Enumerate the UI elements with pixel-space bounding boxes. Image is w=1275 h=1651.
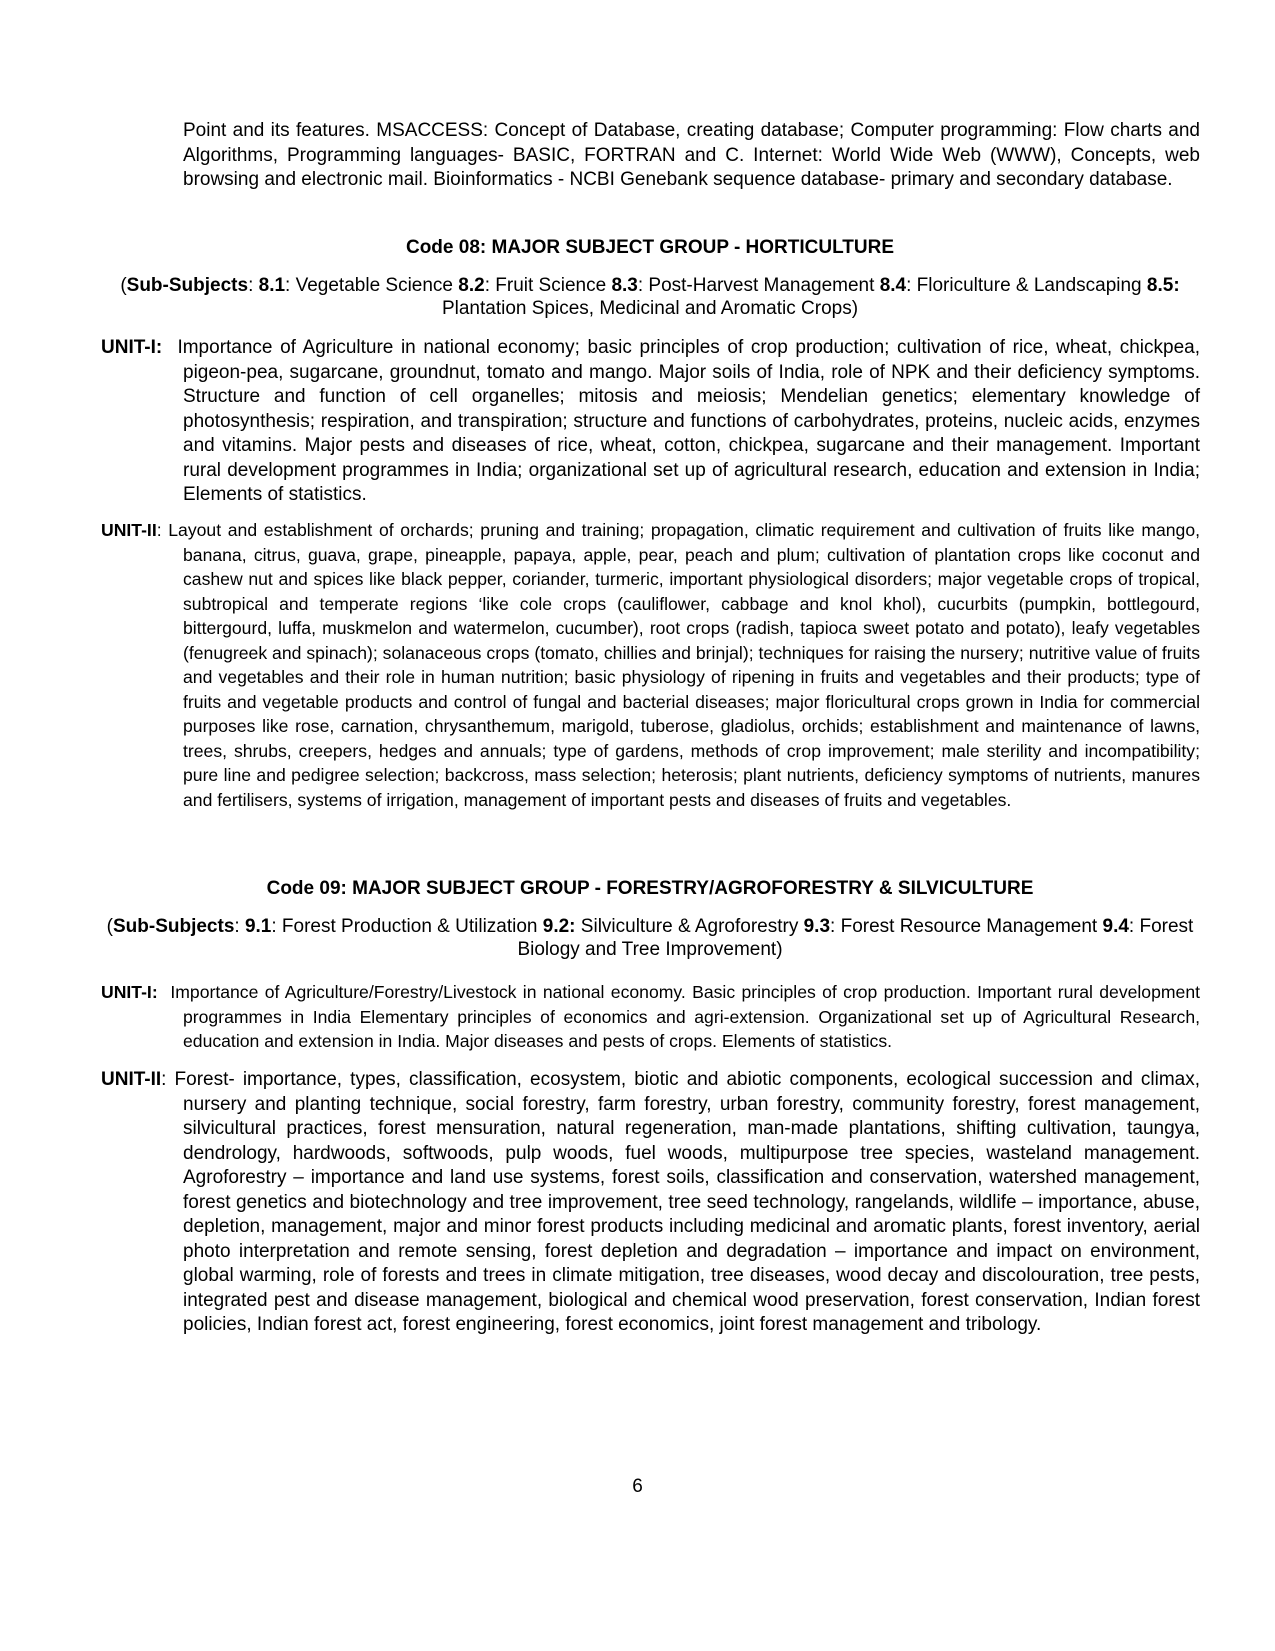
sub-code: 8.4 (879, 275, 907, 296)
sub-code: 9.4 (1102, 916, 1129, 937)
code09-heading: Code 09: MAJOR SUBJECT GROUP - FORESTRY/AGROFORESTRY & SILVICULTURE (266, 878, 1034, 899)
sub-text: : Fruit Science (484, 275, 612, 296)
sub-open: ( (106, 916, 113, 937)
unit-text: : Layout and establishment of orchards; pruning and training; propagation, climatic requirement and cultivation of fruits like mango, banana, citrus, guava, grape, pineapple, papaya, apple, pear, peach and plum; cultivation of plantation crops like coconut and cashew nut and spices like black pepper, coriander, turmeric, important physiological disorders; major vegetable crops of tropical, subtropical and temperate regions ‘like cole crops (cauliflower, cabbage and knol khol), cucurbits (pumpkin, bottlegourd, bittergourd, luffa, muskmelon and watermelon, cucumber), root crops (radish, tapioca sweet potato and potato), leafy vegetables (fenugreek and spinach); solanaceous crops (tomato, chillies and brinjal); techniques for raising the nursery; nutritive value of fruits and vegetables and their role in human nutrition; basic physiology of ripening in fruits and vegetables and their products; type of fruits and vegetable products and control of fungal and bacterial diseases; major floricultural crops grown in India for commercial purposes like rose, carnation, chrysanthemum, marigold, tuberose, gladiolus, orchids; establishment and maintenance of lawns, trees, shrubs, creepers, hedges and annuals; type of gardens, methods of crop improvement; male sterility and incompatibility; pure line and pedigree selection; backcross, mass selection; heterosis; plant nutrients, deficiency symptoms of nutrients, manures and fertilisers, systems of irrigation, management of important pests and diseases of fruits and vegetables. (156, 520, 1200, 810)
code08-unit2 (101, 518, 1200, 812)
sub-text: : Post-Harvest Management (637, 275, 880, 296)
code08-unit1 (101, 336, 1200, 508)
sub-text: : Forest Resource Management (830, 916, 1103, 937)
sub-sep: : (234, 916, 245, 937)
sub-code: 9.2: (542, 916, 576, 937)
code08-heading: Code 08: MAJOR SUBJECT GROUP - HORTICULTURE (405, 237, 895, 258)
code09-unit1 (101, 980, 1200, 1054)
sub-code: 9.3 (803, 916, 831, 937)
unit-label: UNIT-I: (101, 982, 158, 1002)
sub-text: Plantation Spices, Medicinal and Aromatic Crops) (441, 298, 859, 319)
code09-sub-subjects (100, 915, 1200, 961)
intro-paragraph: Point and its features. MSACCESS: Concept of Database, creating database; Computer programming: Flow charts and Algorithms, Programming languages- BASIC, FORTRAN and C. Internet: World Wide Web (WWW), Concepts, web browsing and electronic mail. Bioinformatics - NCBI Genebank sequence database- primary and secondary database. (183, 120, 1200, 190)
sub-sep: : (248, 275, 259, 296)
sub-open: ( (120, 275, 127, 296)
sub-text: : Floriculture & Landscaping (906, 275, 1147, 296)
sub-text: : Forest Biology and Tree Improvement) (517, 916, 1194, 960)
unit-text: : Forest- importance, types, classification, ecosystem, biotic and abiotic components, ecological succession and climax, nursery and planting technique, social forestry, farm forestry, urban forestry, community forestry, forest management, silvicultural practices, forest mensuration, natural regeneration, man-made plantations, shifting cultivation, taungya, dendrology, hardwoods, softwoods, pulp woods, fuel woods, multipurpose tree species, wasteland management. Agroforestry – importance and land use systems, forest soils, classification and conservation, watershed management, forest genetics and biotechnology and tree improvement, tree seed technology, rangelands, wildlife – importance, abuse, depletion, management, major and minor forest products including medicinal and aromatic plants, forest inventory, aerial photo interpretation and remote sensing, forest depletion and degradation – importance and impact on environment, global warming, role of forests and trees in climate mitigation, tree diseases, wood decay and discolouration, tree pests, integrated pest and disease management, biological and chemical wood preservation, forest conservation, Indian forest policies, Indian forest act, forest engineering, forest economics, joint forest management and tribology. (161, 1069, 1200, 1335)
unit-label: UNIT-I: (101, 337, 163, 358)
sub-text: : Forest Production & Utilization (271, 916, 543, 937)
sub-code: 8.3 (611, 275, 638, 296)
code08-sub-subjects (100, 274, 1200, 320)
unit-label: UNIT-II (101, 1069, 162, 1090)
sub-code: 8.2 (458, 275, 485, 296)
code09-unit2 (101, 1068, 1200, 1338)
sub-text: Silviculture & Agroforestry (575, 916, 804, 937)
sub-subjects-label: Sub-Subjects (112, 916, 235, 937)
sub-text: : Vegetable Science (285, 275, 459, 296)
sub-code: 9.1 (244, 916, 272, 937)
unit-label: UNIT-II (101, 520, 157, 540)
unit-text: Importance of Agriculture in national economy; basic principles of crop production; cultivation of rice, wheat, chickpea, pigeon-pea, sugarcane, groundnut, tomato and mango. Major soils of India, role of NPK and their deficiency symptoms. Structure and function of cell organelles; mitosis and meiosis; Mendelian genetics; elementary knowledge of photosynthesis; respiration, and transpiration; structure and functions of carbohydrates, proteins, nucleic acids, enzymes and vitamins. Major pests and diseases of rice, wheat, cotton, chickpea, sugarcane and their management. Important rural development programmes in India; organizational set up of agricultural research, education and extension in India; Elements of statistics. (177, 337, 1200, 505)
sub-code: 8.5: (1146, 275, 1180, 296)
page-number: 6 (632, 1476, 643, 1497)
sub-subjects-label: Sub-Subjects (126, 275, 249, 296)
sub-code: 8.1 (258, 275, 286, 296)
unit-text: Importance of Agriculture/Forestry/Livestock in national economy. Basic principles of crop production. Important rural development programmes in India Elementary principles of economics and agri-extension. Organizational set up of Agricultural Research, education and extension in India. Major diseases and pests of crops. Elements of statistics. (170, 982, 1200, 1051)
